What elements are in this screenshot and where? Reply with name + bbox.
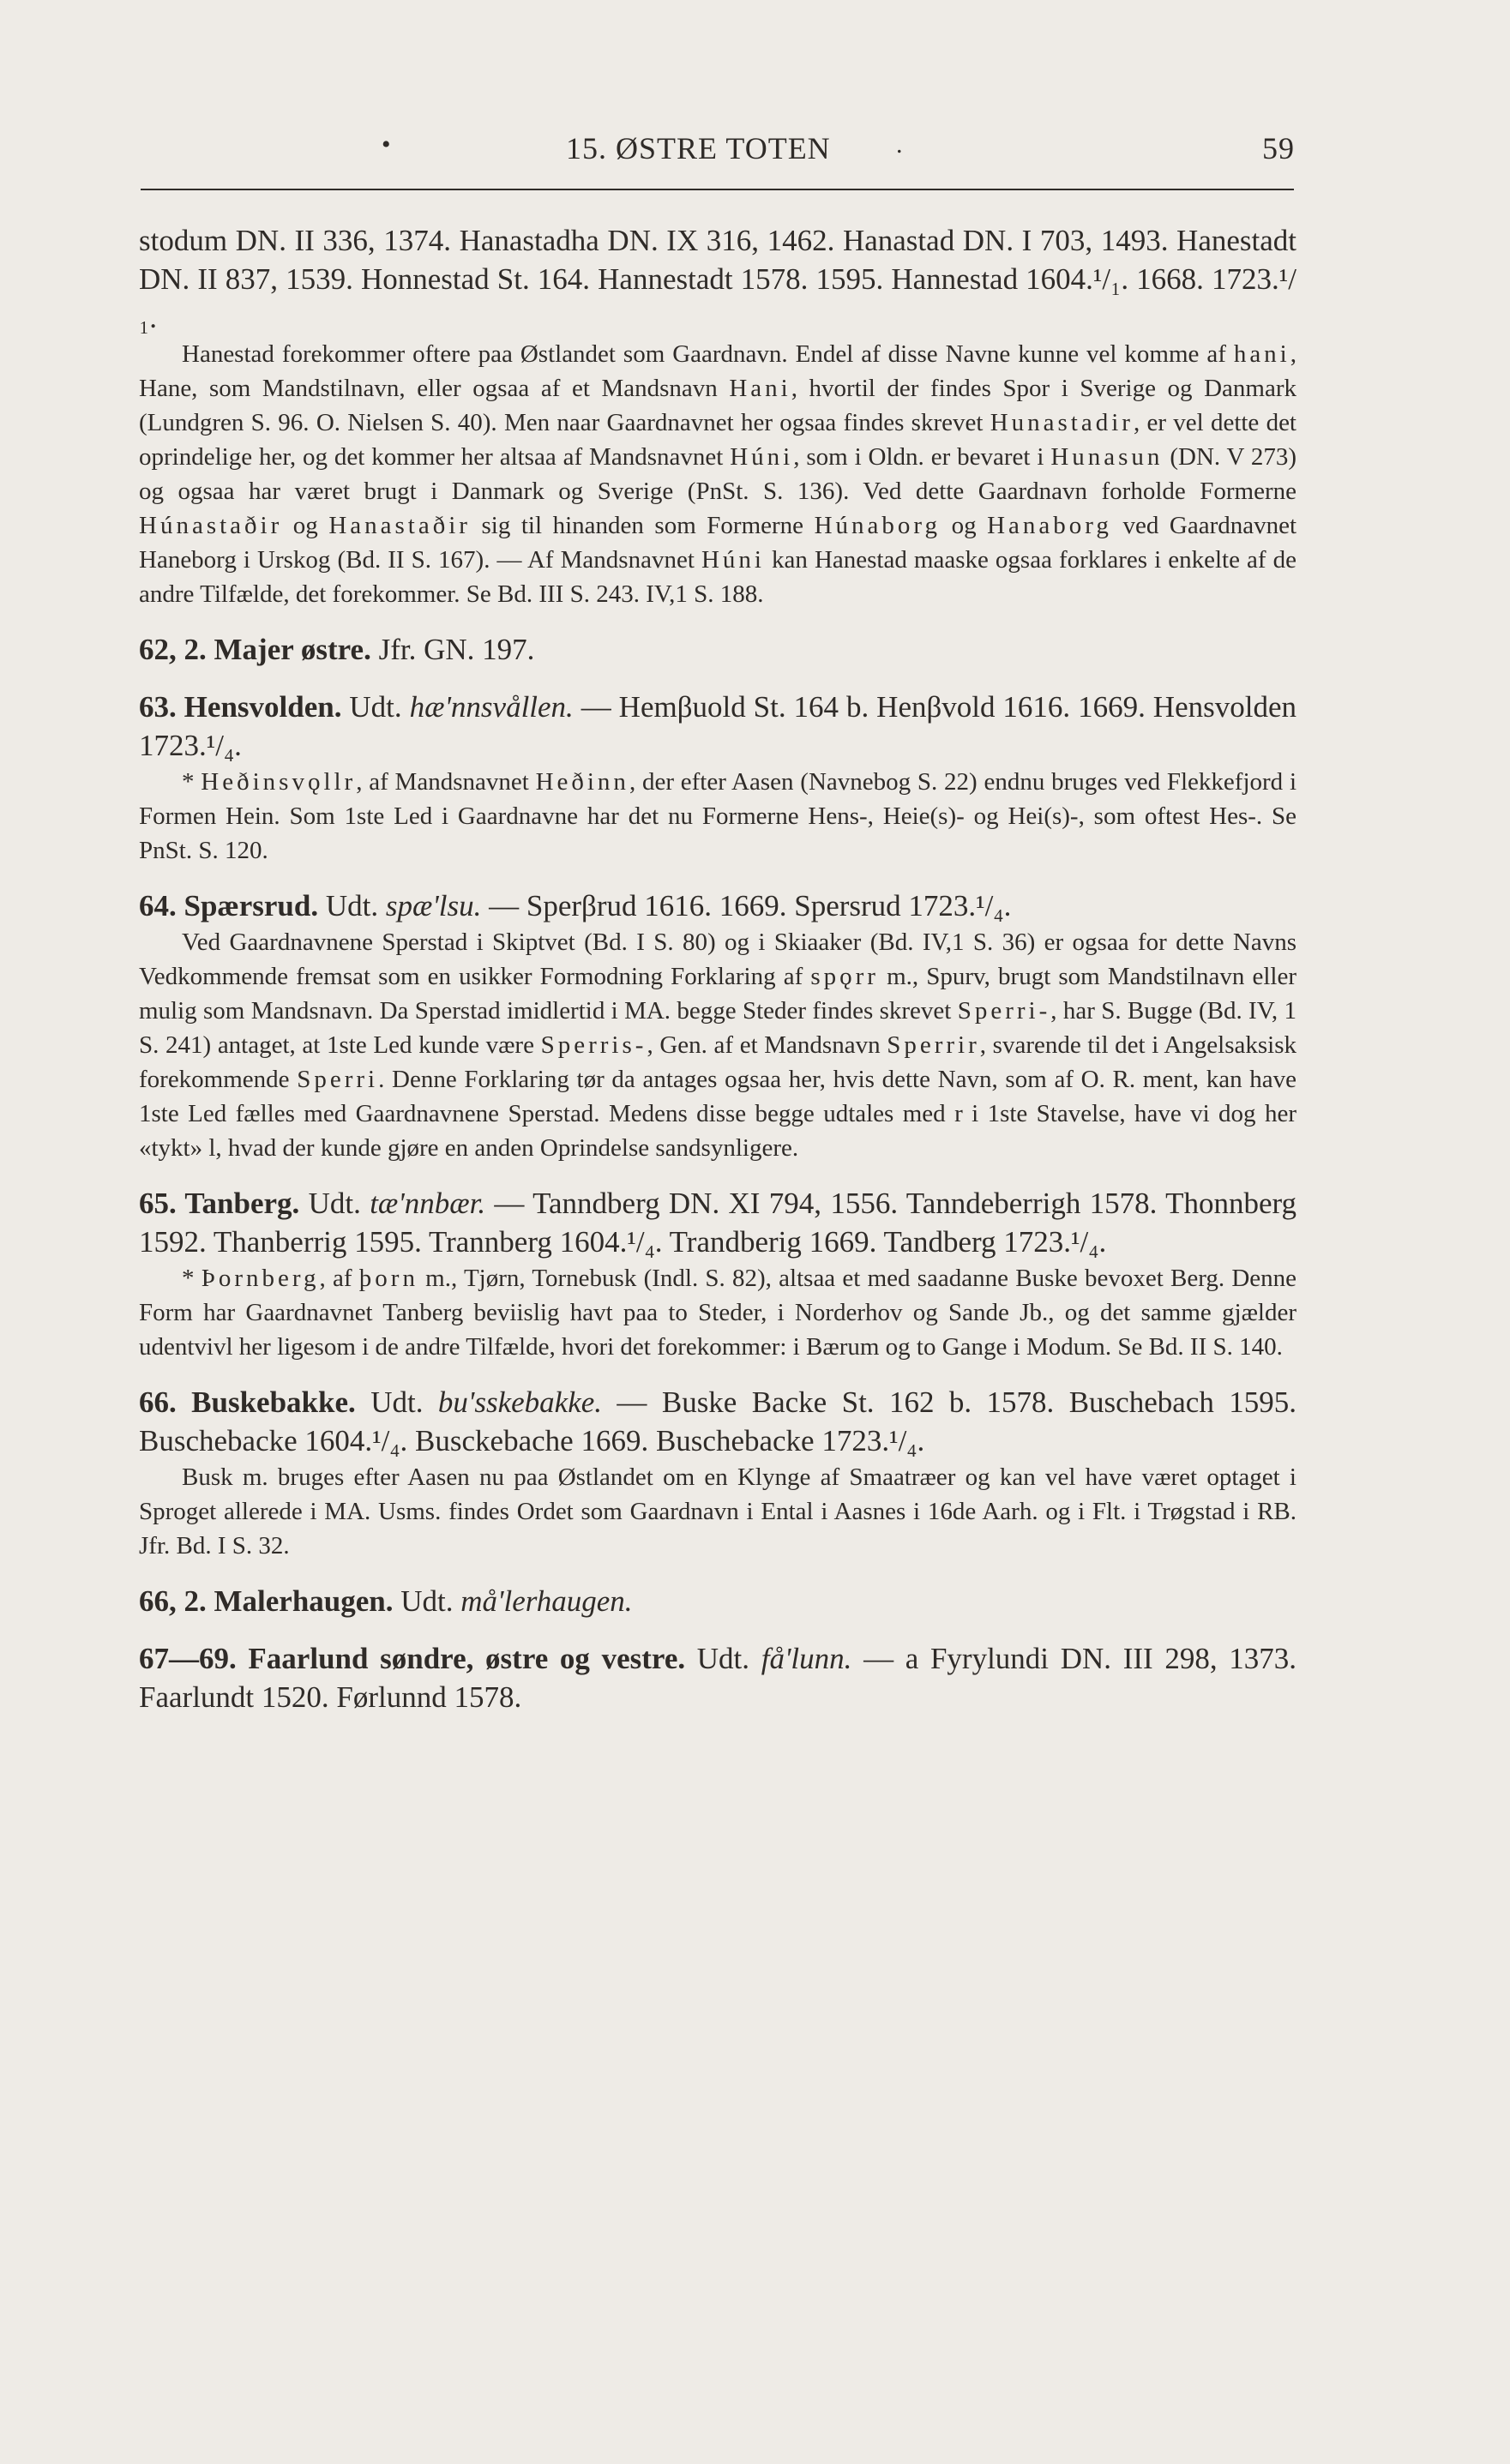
paragraph-gap: [139, 1620, 1296, 1639]
entry-heading: 67—69. Faarlund søndre, østre og vestre.: [139, 1642, 686, 1675]
entry-paragraph: [139, 1582, 1296, 1620]
text-run: Udt.: [318, 889, 386, 922]
spaced-term: Húni: [701, 546, 765, 574]
text-run: , som i Oldn. er bevaret i: [793, 443, 1051, 471]
header-title: 15. ØSTRE TOTEN: [566, 131, 831, 165]
text-run: Ved Gaardnavnene Sperstad i Skiptvet (Bd. I S. 80) og i Skiaaker (Bd. IV,1 S. 36) er ogsaa for dette Navns Vedkommende fremsat som en usikker Formodning Forklaring af: [139, 929, 1296, 990]
text-run: , er vel dette det oprindelige her, og det kommer her altsaa af Mandsnavnet: [139, 409, 1296, 471]
entry-paragraph: [139, 1184, 1296, 1261]
commentary-paragraph: [139, 1460, 1296, 1563]
text-run: og: [941, 512, 988, 539]
paragraph-gap: [139, 669, 1296, 688]
text-run: kan Hanestad maaske ogsaa forklares i enkelte af de andre Tilfælde, det forekommer. Se Bd. III S. 243. IV,1 S. 188.: [139, 546, 1296, 608]
running-header: [163, 130, 1295, 173]
text-run: Udt.: [393, 1584, 461, 1618]
spaced-term: Sperris-: [540, 1031, 647, 1059]
spaced-term: hani: [1233, 340, 1290, 368]
text-run: — Buske Backe St. 162 b. 1578. Buschebach 1595. Buschebacke 1604.¹/₄. Busckebache 1669. Buschebacke 1723.¹/₄.: [139, 1385, 1296, 1457]
spaced-term: Sperri: [297, 1066, 379, 1093]
entry-paragraph: [139, 221, 1296, 337]
text-run: (DN. V 273) og ogsaa har været brugt i Danmark og Sverige (PnSt. S. 136). Ved dette Gaardnavn forholde Formerne: [139, 443, 1296, 505]
spaced-term: þorn: [358, 1265, 418, 1292]
entry-paragraph: [139, 1639, 1296, 1716]
text-run: Udt.: [685, 1642, 761, 1675]
text-run: , af Mandsnavnet: [356, 768, 536, 796]
text-run: og: [282, 512, 329, 539]
page-number: 59: [1262, 131, 1295, 165]
entry-paragraph: [139, 630, 1296, 669]
commentary-paragraph: [139, 1261, 1296, 1364]
text-run: Hanestad forekommer oftere paa Østlandet som Gaardnavn. Endel af disse Navne kunne vel komme af: [182, 340, 1234, 368]
paragraph-gap: [139, 611, 1296, 630]
text-run: — Hemβuold St. 164 b. Henβvold 1616. 1669. Hensvolden 1723.¹/₄.: [139, 690, 1296, 762]
spaced-term: Hunastadir: [990, 409, 1134, 436]
entry-paragraph: [139, 1383, 1296, 1460]
spaced-term: Húnastaðir: [139, 512, 283, 539]
pronunciation: bu'sskebakke.: [437, 1385, 603, 1419]
paragraph-gap: [139, 868, 1296, 886]
text-run: , hvortil der findes Spor i Sverige og Danmark (Lundgren S. 96. O. Nielsen S. 40). Men naar Gaardnavnet her ogsaa findes skrevet: [139, 375, 1296, 436]
commentary-paragraph: [139, 925, 1296, 1165]
entry-heading: 63. Hensvolden.: [139, 690, 342, 724]
header-dot: •: [382, 130, 392, 159]
entry-heading: 62, 2. Majer østre.: [139, 633, 371, 666]
commentary-paragraph: [139, 337, 1296, 611]
spaced-term: Sperri-: [957, 997, 1051, 1025]
paragraph-gap: [139, 1563, 1296, 1582]
text-run: , svarende til det i Angelsaksisk forekommende: [139, 1031, 1296, 1093]
spaced-term: Húnaborg: [814, 512, 941, 539]
text-run: , har S. Bugge (Bd. IV, 1 S. 241) antaget, at 1ste Led kunde være: [139, 997, 1297, 1059]
text-run: — a Fyrylundi DN. III 298, 1373. Faarlundt 1520. Førlunnd 1578.: [139, 1642, 1297, 1714]
text-run: *: [182, 1265, 202, 1292]
pronunciation: få'lunn.: [761, 1642, 852, 1675]
spaced-term: Heðinsvǫllr: [201, 768, 357, 796]
text-run: stodum DN. II 336, 1374. Hanastadha DN. IX 316, 1462. Hanastad DN. I 703, 1493. Hanestadt DN. II 837, 1539. Honnestad St. 164. Hannestadt 1578. 1595. Hannestad 1604.¹/₁. 1668. 1723.¹/₁.: [139, 224, 1296, 334]
text-run: , af: [319, 1265, 359, 1292]
spaced-term: Hanastaðir: [328, 512, 471, 539]
header-dot-right: .: [896, 130, 904, 159]
text-run: Udt.: [341, 690, 410, 724]
paragraph-gap: [139, 1165, 1296, 1184]
page-body: [139, 221, 1296, 1716]
pronunciation: hæ'nnsvållen.: [409, 690, 574, 724]
text-run: Udt.: [299, 1187, 370, 1220]
entry-heading: 64. Spærsrud.: [139, 889, 319, 922]
text-run: — Tanndberg DN. XI 794, 1556. Tanndeberrigh 1578. Thonnberg 1592. Thanberrig 1595. Trannberg 1604.¹/₄. Trandberig 1669. Tandberg 1723.¹/₄.: [139, 1187, 1297, 1259]
paragraph-gap: [139, 1364, 1296, 1383]
spaced-term: Sperrir: [887, 1031, 980, 1059]
text-run: . Denne Forklaring tør da antages ogsaa her, hvis dette Navn, som af O. R. ment, kan have 1ste Led fælles med Gaardnavnene Sperstad. Medens disse begge udtales med r i 1ste Stavelse, have vi dog her «tykt» l, hvad der kunde gjøre en anden Oprindelse sandsynligere.: [139, 1066, 1297, 1162]
text-run: , der efter Aasen (Navnebog S. 22) endnu bruges ved Flekkefjord i Formen Hein. Som 1ste Led i Gaardnavne har det nu Formerne Hens-, Heie(s)- og Hei(s)-, som oftest Hes-. Se PnSt. S. 120.: [139, 768, 1296, 864]
spaced-term: spǫrr: [810, 963, 879, 990]
text-run: , Hane, som Mandstilnavn, eller ogsaa af et Mandsnavn: [139, 340, 1296, 402]
text-run: m., Tjørn, Tornebusk (Indl. S. 82), altsaa et med saadanne Buske bevoxet Berg. Denne Form har Gaardnavnet Tanberg beviislig havt paa to Steder, i Norderhov og Sande Jb., og det samme gjælder udentvivl her ligesom i de andre Tilfælde, hvori det forekommer: i Bærum og to Gange i Modum. Se Bd. II S. 140.: [139, 1265, 1297, 1361]
spaced-term: Húni: [730, 443, 794, 471]
entry-heading: 65. Tanberg.: [139, 1187, 300, 1220]
entry-heading: 66. Buskebakke.: [139, 1385, 356, 1419]
entry-paragraph: [139, 688, 1296, 765]
commentary-paragraph: [139, 765, 1296, 868]
spaced-term: Þornberg: [201, 1265, 320, 1292]
text-run: — Sperβrud 1616. 1669. Spersrud 1723.¹/₄.: [481, 889, 1012, 922]
text-run: ved Gaardnavnet Haneborg i Urskog (Bd. II S. 167). — Af Mandsnavnet: [139, 512, 1297, 574]
pronunciation: må'lerhaugen.: [460, 1584, 633, 1618]
entry-paragraph: [139, 886, 1296, 925]
text-run: sig til hinanden som Formerne: [470, 512, 815, 539]
spaced-term: Hani: [729, 375, 791, 402]
spaced-term: Heðinn: [535, 768, 629, 796]
entry-heading: 66, 2. Malerhaugen.: [139, 1584, 394, 1618]
pronunciation: tæ'nnbær.: [370, 1187, 486, 1220]
text-run: Jfr. GN. 197.: [370, 633, 535, 666]
text-run: *: [182, 768, 202, 796]
text-run: Busk m. bruges efter Aasen nu paa Østlandet om en Klynge af Smaatræer og kan vel have været optaget i Sproget allerede i MA. Usms. findes Ordet som Gaardnavn i Ental i Aasnes i 16de Aarh. og i Flt. i Trøgstad i RB. Jfr. Bd. I S. 32.: [139, 1463, 1296, 1560]
text-run: m., Spurv, brugt som Mandstilnavn eller mulig som Mandsnavn. Da Sperstad imidlertid i MA. begge Steder findes skrevet: [139, 963, 1296, 1025]
pronunciation: spæ'lsu.: [385, 889, 482, 922]
spaced-term: Hanaborg: [987, 512, 1112, 539]
spaced-term: Hunasun: [1050, 443, 1164, 471]
text-run: , Gen. af et Mandsnavn: [647, 1031, 887, 1059]
text-run: Udt.: [355, 1385, 438, 1419]
header-rule: [141, 189, 1294, 190]
